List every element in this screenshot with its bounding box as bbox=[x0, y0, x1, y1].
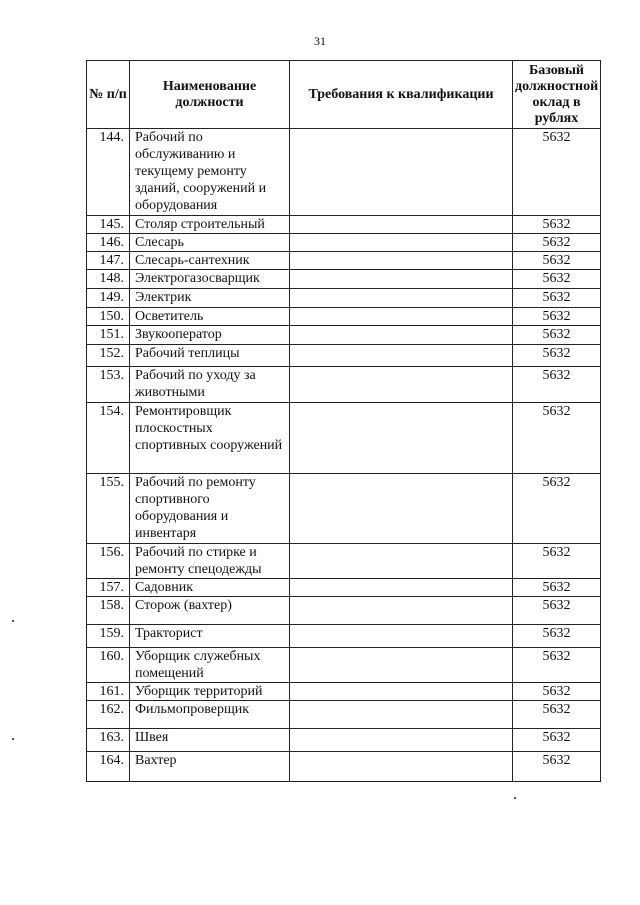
table-row bbox=[87, 579, 601, 597]
row-salary: 5632 bbox=[513, 345, 601, 367]
table-row bbox=[87, 326, 601, 345]
row-name: Уборщик служебных помещений bbox=[130, 648, 290, 683]
header-requirements: Требования к квалификации bbox=[290, 61, 513, 129]
row-salary: 5632 bbox=[513, 597, 601, 625]
row-name: Электрогазосварщик bbox=[130, 270, 290, 289]
row-num: 145. bbox=[87, 216, 130, 234]
row-num: 152. bbox=[87, 345, 130, 367]
row-num: 148. bbox=[87, 270, 130, 289]
row-name: Рабочий по стирке и ремонту спецодежды bbox=[130, 544, 290, 579]
row-name: Рабочий по уходу за животными bbox=[130, 367, 290, 403]
row-num: 159. bbox=[87, 625, 130, 648]
row-num: 149. bbox=[87, 289, 130, 308]
header-name: Наименование должности bbox=[130, 61, 290, 129]
table-row bbox=[87, 289, 601, 308]
row-name: Сторож (вахтер) bbox=[130, 597, 290, 625]
row-requirements bbox=[290, 701, 513, 729]
row-salary: 5632 bbox=[513, 129, 601, 216]
row-num: 158. bbox=[87, 597, 130, 625]
row-salary: 5632 bbox=[513, 701, 601, 729]
table-row bbox=[87, 308, 601, 326]
row-num: 156. bbox=[87, 544, 130, 579]
scan-speck bbox=[12, 620, 14, 622]
row-requirements bbox=[290, 403, 513, 474]
row-name: Звукооператор bbox=[130, 326, 290, 345]
row-salary: 5632 bbox=[513, 544, 601, 579]
row-num: 163. bbox=[87, 729, 130, 752]
row-name: Рабочий теплицы bbox=[130, 345, 290, 367]
table-row bbox=[87, 474, 601, 544]
row-salary: 5632 bbox=[513, 683, 601, 701]
table-row bbox=[87, 270, 601, 289]
row-requirements bbox=[290, 597, 513, 625]
table-row bbox=[87, 345, 601, 367]
table-row bbox=[87, 129, 601, 216]
row-salary: 5632 bbox=[513, 648, 601, 683]
table-header-row bbox=[87, 61, 601, 129]
row-num: 155. bbox=[87, 474, 130, 544]
page-number: 31 bbox=[314, 34, 326, 48]
row-requirements bbox=[290, 234, 513, 252]
row-requirements bbox=[290, 752, 513, 782]
row-name: Рабочий по ремонту спортивного оборудования и инвентаря bbox=[130, 474, 290, 544]
row-name: Тракторист bbox=[130, 625, 290, 648]
row-requirements bbox=[290, 345, 513, 367]
row-requirements bbox=[290, 544, 513, 579]
header-salary: Базовый должностной оклад в рублях bbox=[513, 61, 601, 129]
row-requirements bbox=[290, 270, 513, 289]
row-num: 157. bbox=[87, 579, 130, 597]
table-row bbox=[87, 752, 601, 782]
table-row bbox=[87, 701, 601, 729]
table-row bbox=[87, 216, 601, 234]
table-row bbox=[87, 625, 601, 648]
table-row bbox=[87, 597, 601, 625]
header-num: № п/п bbox=[87, 61, 130, 129]
row-num: 147. bbox=[87, 252, 130, 270]
row-requirements bbox=[290, 367, 513, 403]
table-row bbox=[87, 648, 601, 683]
table-row bbox=[87, 367, 601, 403]
row-requirements bbox=[290, 129, 513, 216]
row-salary: 5632 bbox=[513, 216, 601, 234]
row-requirements bbox=[290, 683, 513, 701]
row-name: Слесарь bbox=[130, 234, 290, 252]
table-row bbox=[87, 544, 601, 579]
row-name: Электрик bbox=[130, 289, 290, 308]
row-salary: 5632 bbox=[513, 308, 601, 326]
table-row bbox=[87, 234, 601, 252]
row-salary: 5632 bbox=[513, 252, 601, 270]
row-requirements bbox=[290, 648, 513, 683]
positions-table bbox=[86, 60, 601, 782]
row-requirements bbox=[290, 579, 513, 597]
table-row bbox=[87, 252, 601, 270]
row-requirements bbox=[290, 289, 513, 308]
row-name: Фильмопроверщик bbox=[130, 701, 290, 729]
row-name: Рабочий по обслуживанию и текущему ремонту зданий, сооружений и оборудования bbox=[130, 129, 290, 216]
row-num: 164. bbox=[87, 752, 130, 782]
row-requirements bbox=[290, 326, 513, 345]
table-row bbox=[87, 683, 601, 701]
row-requirements bbox=[290, 216, 513, 234]
row-salary: 5632 bbox=[513, 729, 601, 752]
row-name: Уборщик территорий bbox=[130, 683, 290, 701]
row-num: 160. bbox=[87, 648, 130, 683]
row-salary: 5632 bbox=[513, 752, 601, 782]
row-salary: 5632 bbox=[513, 326, 601, 345]
row-salary: 5632 bbox=[513, 625, 601, 648]
row-name: Садовник bbox=[130, 579, 290, 597]
row-requirements bbox=[290, 308, 513, 326]
row-salary: 5632 bbox=[513, 270, 601, 289]
row-num: 146. bbox=[87, 234, 130, 252]
row-name: Столяр строительный bbox=[130, 216, 290, 234]
scan-speck bbox=[514, 797, 516, 799]
row-requirements bbox=[290, 729, 513, 752]
row-num: 161. bbox=[87, 683, 130, 701]
row-salary: 5632 bbox=[513, 289, 601, 308]
row-num: 153. bbox=[87, 367, 130, 403]
row-num: 144. bbox=[87, 129, 130, 216]
row-requirements bbox=[290, 474, 513, 544]
row-num: 162. bbox=[87, 701, 130, 729]
row-num: 151. bbox=[87, 326, 130, 345]
row-salary: 5632 bbox=[513, 474, 601, 544]
scan-speck bbox=[12, 738, 14, 740]
row-name: Осветитель bbox=[130, 308, 290, 326]
row-name: Ремонтировщик плоскостных спортивных сооружений bbox=[130, 403, 290, 474]
row-salary: 5632 bbox=[513, 403, 601, 474]
row-num: 150. bbox=[87, 308, 130, 326]
table-row bbox=[87, 729, 601, 752]
row-name: Слесарь-сантехник bbox=[130, 252, 290, 270]
table-row bbox=[87, 403, 601, 474]
row-salary: 5632 bbox=[513, 579, 601, 597]
table-body bbox=[87, 129, 601, 782]
row-salary: 5632 bbox=[513, 234, 601, 252]
row-name: Вахтер bbox=[130, 752, 290, 782]
row-requirements bbox=[290, 252, 513, 270]
row-num: 154. bbox=[87, 403, 130, 474]
row-requirements bbox=[290, 625, 513, 648]
row-salary: 5632 bbox=[513, 367, 601, 403]
row-name: Швея bbox=[130, 729, 290, 752]
